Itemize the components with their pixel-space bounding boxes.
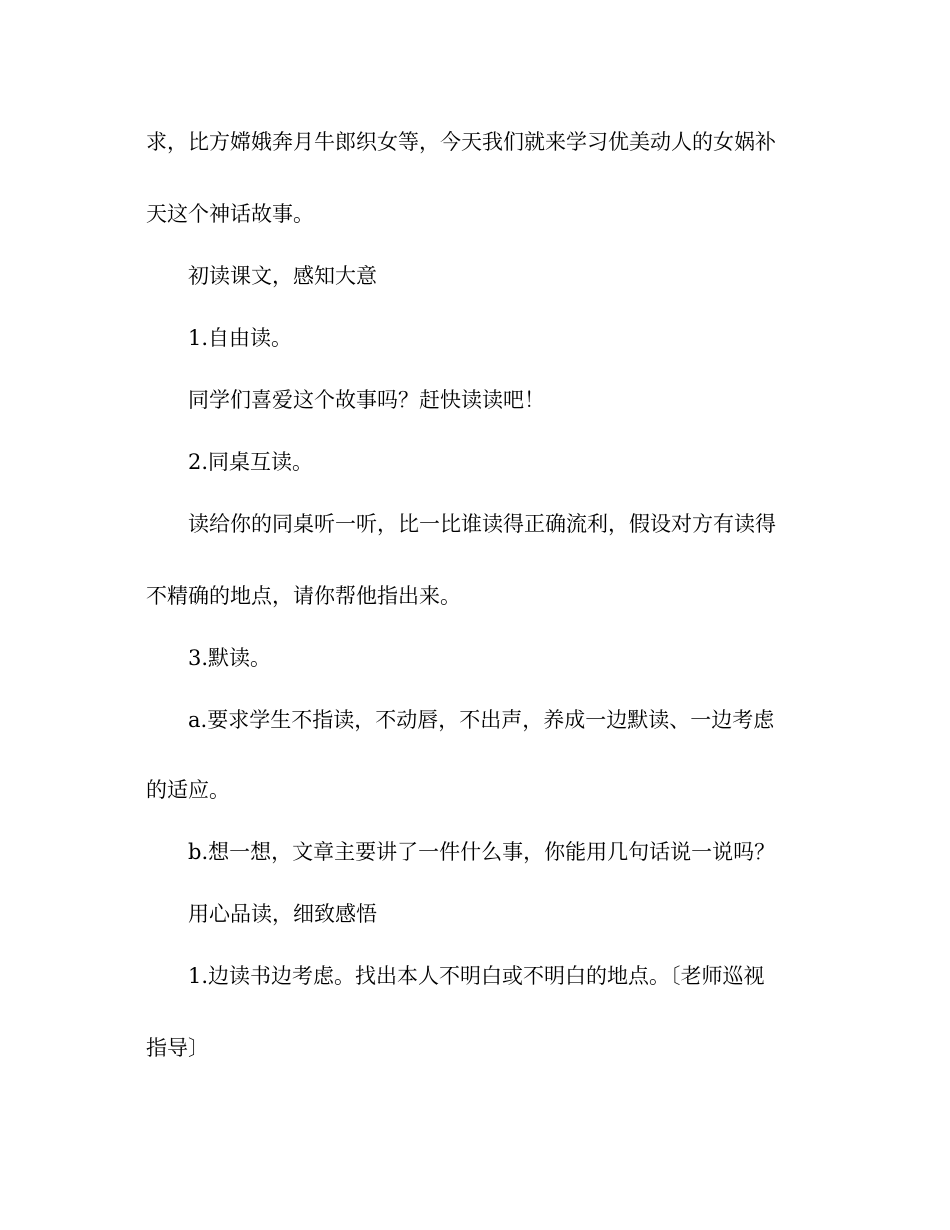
list-item-heading: 1.自由读。 [188, 326, 293, 350]
text-line: 同学们喜爱这个故事吗？赶快读读吧！ [188, 388, 545, 412]
list-item-heading: 3.默读。 [188, 646, 272, 670]
section-heading: 用心品读，细致感悟 [188, 902, 377, 926]
text-line: 天这个神话故事。 [146, 202, 314, 226]
text-line: 求，比方嫦娥奔月牛郎织女等，今天我们就来学习优美动人的女娲补 [146, 130, 776, 154]
text-line: a.要求学生不指读，不动唇，不出声，养成一边默读、一边考虑 [188, 708, 775, 732]
text-line: b.想一想，文章主要讲了一件什么事，你能用几句话说一说吗？ [188, 840, 776, 864]
text-line: 的适应。 [146, 778, 230, 802]
section-heading: 初读课文，感知大意 [188, 264, 377, 288]
text-line: 指导〕 [146, 1036, 209, 1060]
list-item-heading: 2.同桌互读。 [188, 450, 314, 474]
text-line: 1.边读书边考虑。找出本人不明白或不明白的地点。〔老师巡视 [188, 964, 765, 988]
text-line: 不精确的地点，请你帮他指出来。 [146, 584, 461, 608]
text-line: 读给你的同桌听一听，比一比谁读得正确流利，假设对方有读得 [188, 512, 776, 536]
